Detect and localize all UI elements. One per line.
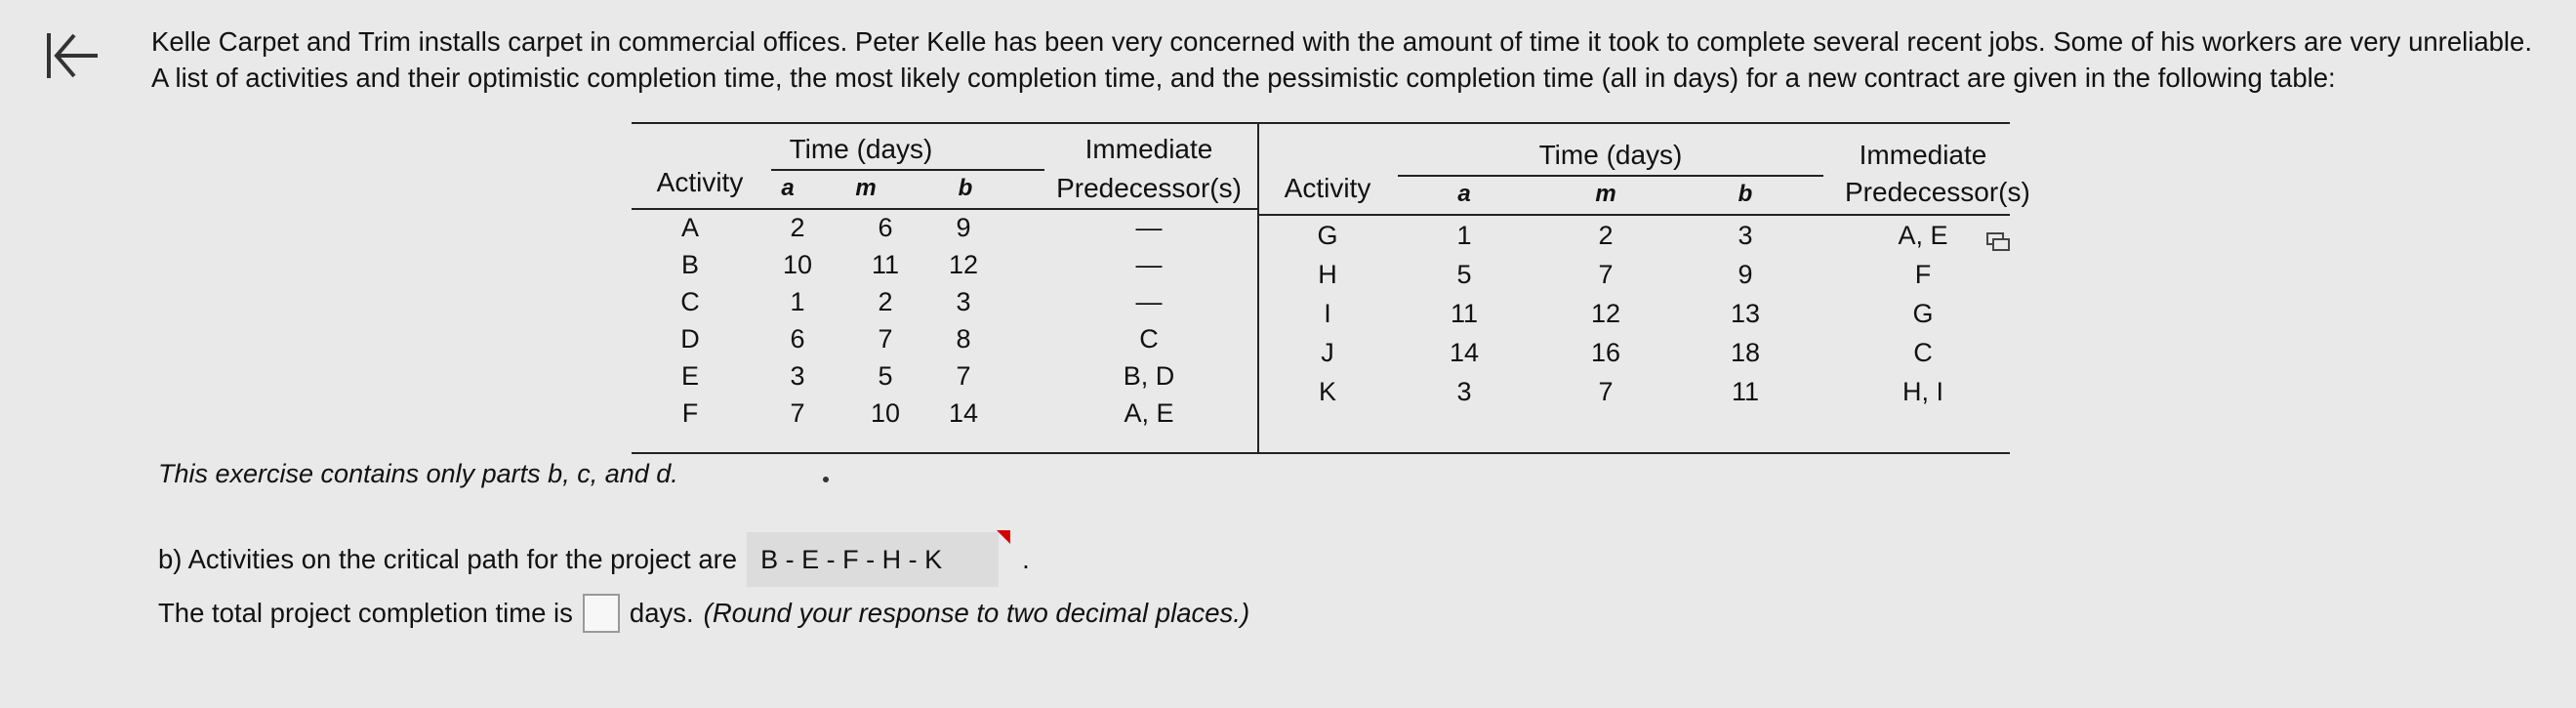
cell-b: 7 (956, 361, 971, 391)
question-total-label: The total project completion time is (158, 598, 573, 628)
cell-predecessor: C (1139, 324, 1159, 354)
question-total (158, 594, 1249, 633)
critical-path-value: B - E - F - H - K (760, 545, 943, 574)
activity-table (632, 122, 2030, 454)
cell-m: 10 (870, 398, 901, 428)
cell-activity: C (680, 287, 700, 316)
cell-b: 9 (1738, 260, 1753, 289)
cell-activity: F (681, 398, 699, 428)
table-left-half (632, 122, 1257, 454)
cell-m: 12 (1590, 299, 1621, 328)
header-a: a (1457, 181, 1471, 207)
cell-b: 18 (1730, 338, 1761, 367)
cell-m: 7 (878, 324, 893, 354)
question-b-suffix: . (1022, 544, 1030, 574)
cell-b: 3 (956, 287, 971, 316)
header-time-days: Time (days) (1538, 140, 1683, 170)
cell-m: 7 (1598, 260, 1614, 289)
cell-b: 8 (956, 324, 971, 354)
cell-predecessor: — (1135, 213, 1163, 242)
question-total-unit: days. (629, 598, 694, 628)
cell-activity: G (1317, 221, 1338, 250)
cell-a: 2 (790, 213, 805, 242)
header-time-days-rule (771, 169, 1044, 171)
cell-m: 5 (878, 361, 893, 391)
decorative-dot (823, 477, 829, 482)
header-b: b (1738, 181, 1753, 207)
cell-b: 14 (948, 398, 979, 428)
cell-predecessor: G (1912, 299, 1934, 328)
cell-a: 1 (1456, 221, 1472, 250)
cell-predecessor: H, I (1901, 377, 1943, 406)
header-time-days-rule (1398, 175, 1823, 177)
header-rule (632, 208, 1257, 210)
cell-a: 7 (790, 398, 805, 428)
critical-path-answer[interactable] (747, 532, 999, 587)
header-b: b (958, 175, 973, 201)
cell-predecessor: A, E (1898, 221, 1948, 250)
cell-a: 3 (1456, 377, 1472, 406)
table-right-half (1259, 122, 2030, 454)
cell-a: 11 (1450, 299, 1479, 328)
header-time-days: Time (days) (789, 134, 933, 164)
cell-b: 13 (1730, 299, 1761, 328)
cell-a: 1 (790, 287, 805, 316)
question-b-label: b) Activities on the critical path for the project are (158, 544, 738, 574)
cell-b: 9 (956, 213, 971, 242)
rounding-hint: (Round your response to two decimal places.) (703, 598, 1250, 628)
cell-activity: A (680, 213, 699, 242)
header-immediate: Immediate (1084, 134, 1213, 164)
cell-a: 6 (790, 324, 805, 354)
cell-predecessor: — (1135, 250, 1163, 279)
header-rule (1259, 214, 2010, 216)
cell-m: 11 (871, 250, 900, 279)
cell-b: 3 (1738, 221, 1753, 250)
cell-b: 12 (948, 250, 979, 279)
cell-predecessor: B, D (1123, 361, 1175, 391)
header-m: m (855, 175, 877, 201)
cell-activity: K (1318, 377, 1336, 406)
cell-activity: B (680, 250, 699, 279)
header-activity: Activity (656, 167, 744, 197)
header-m: m (1595, 181, 1616, 207)
cell-m: 2 (878, 287, 893, 316)
cell-activity: I (1324, 299, 1331, 328)
header-a: a (781, 175, 795, 201)
cell-m: 7 (1598, 377, 1614, 406)
cell-activity: H (1318, 260, 1337, 289)
back-to-start-button[interactable] (43, 27, 105, 86)
cell-a: 14 (1449, 338, 1480, 367)
cell-predecessor: F (1914, 260, 1932, 289)
question-b (158, 532, 1030, 587)
back-to-start-icon (43, 27, 105, 86)
cell-a: 5 (1456, 260, 1472, 289)
problem-statement: Kelle Carpet and Trim installs carpet in commercial offices. Peter Kelle has been very concerned with the amount of time it took to complete several recent jobs. Some of his workers are very unreliable. A list of activities and their optimistic completion time, the most likely completion time, and the pessimistic completion time (all in days) for a new contract are given in the following table: (151, 26, 2532, 93)
cell-predecessor: — (1135, 287, 1163, 316)
cell-activity: J (1321, 338, 1334, 367)
header-immediate: Immediate (1859, 140, 1987, 170)
cell-m: 2 (1598, 221, 1614, 250)
total-time-input[interactable] (583, 594, 620, 633)
cell-b: 11 (1731, 377, 1760, 406)
cell-a: 10 (782, 250, 813, 279)
exercise-note: This exercise contains only parts b, c, and d. (158, 459, 678, 488)
cell-m: 16 (1590, 338, 1621, 367)
cell-predecessor: C (1913, 338, 1933, 367)
cell-a: 3 (790, 361, 805, 391)
header-activity: Activity (1284, 173, 1371, 203)
header-predecessors: Predecessor(s) (1056, 173, 1242, 203)
cell-activity: D (680, 324, 700, 354)
header-predecessors: Predecessor(s) (1845, 177, 2030, 207)
cell-activity: E (680, 361, 699, 391)
cell-predecessor: A, E (1124, 398, 1174, 428)
cell-m: 6 (878, 213, 893, 242)
incorrect-flag-icon (997, 530, 1010, 544)
